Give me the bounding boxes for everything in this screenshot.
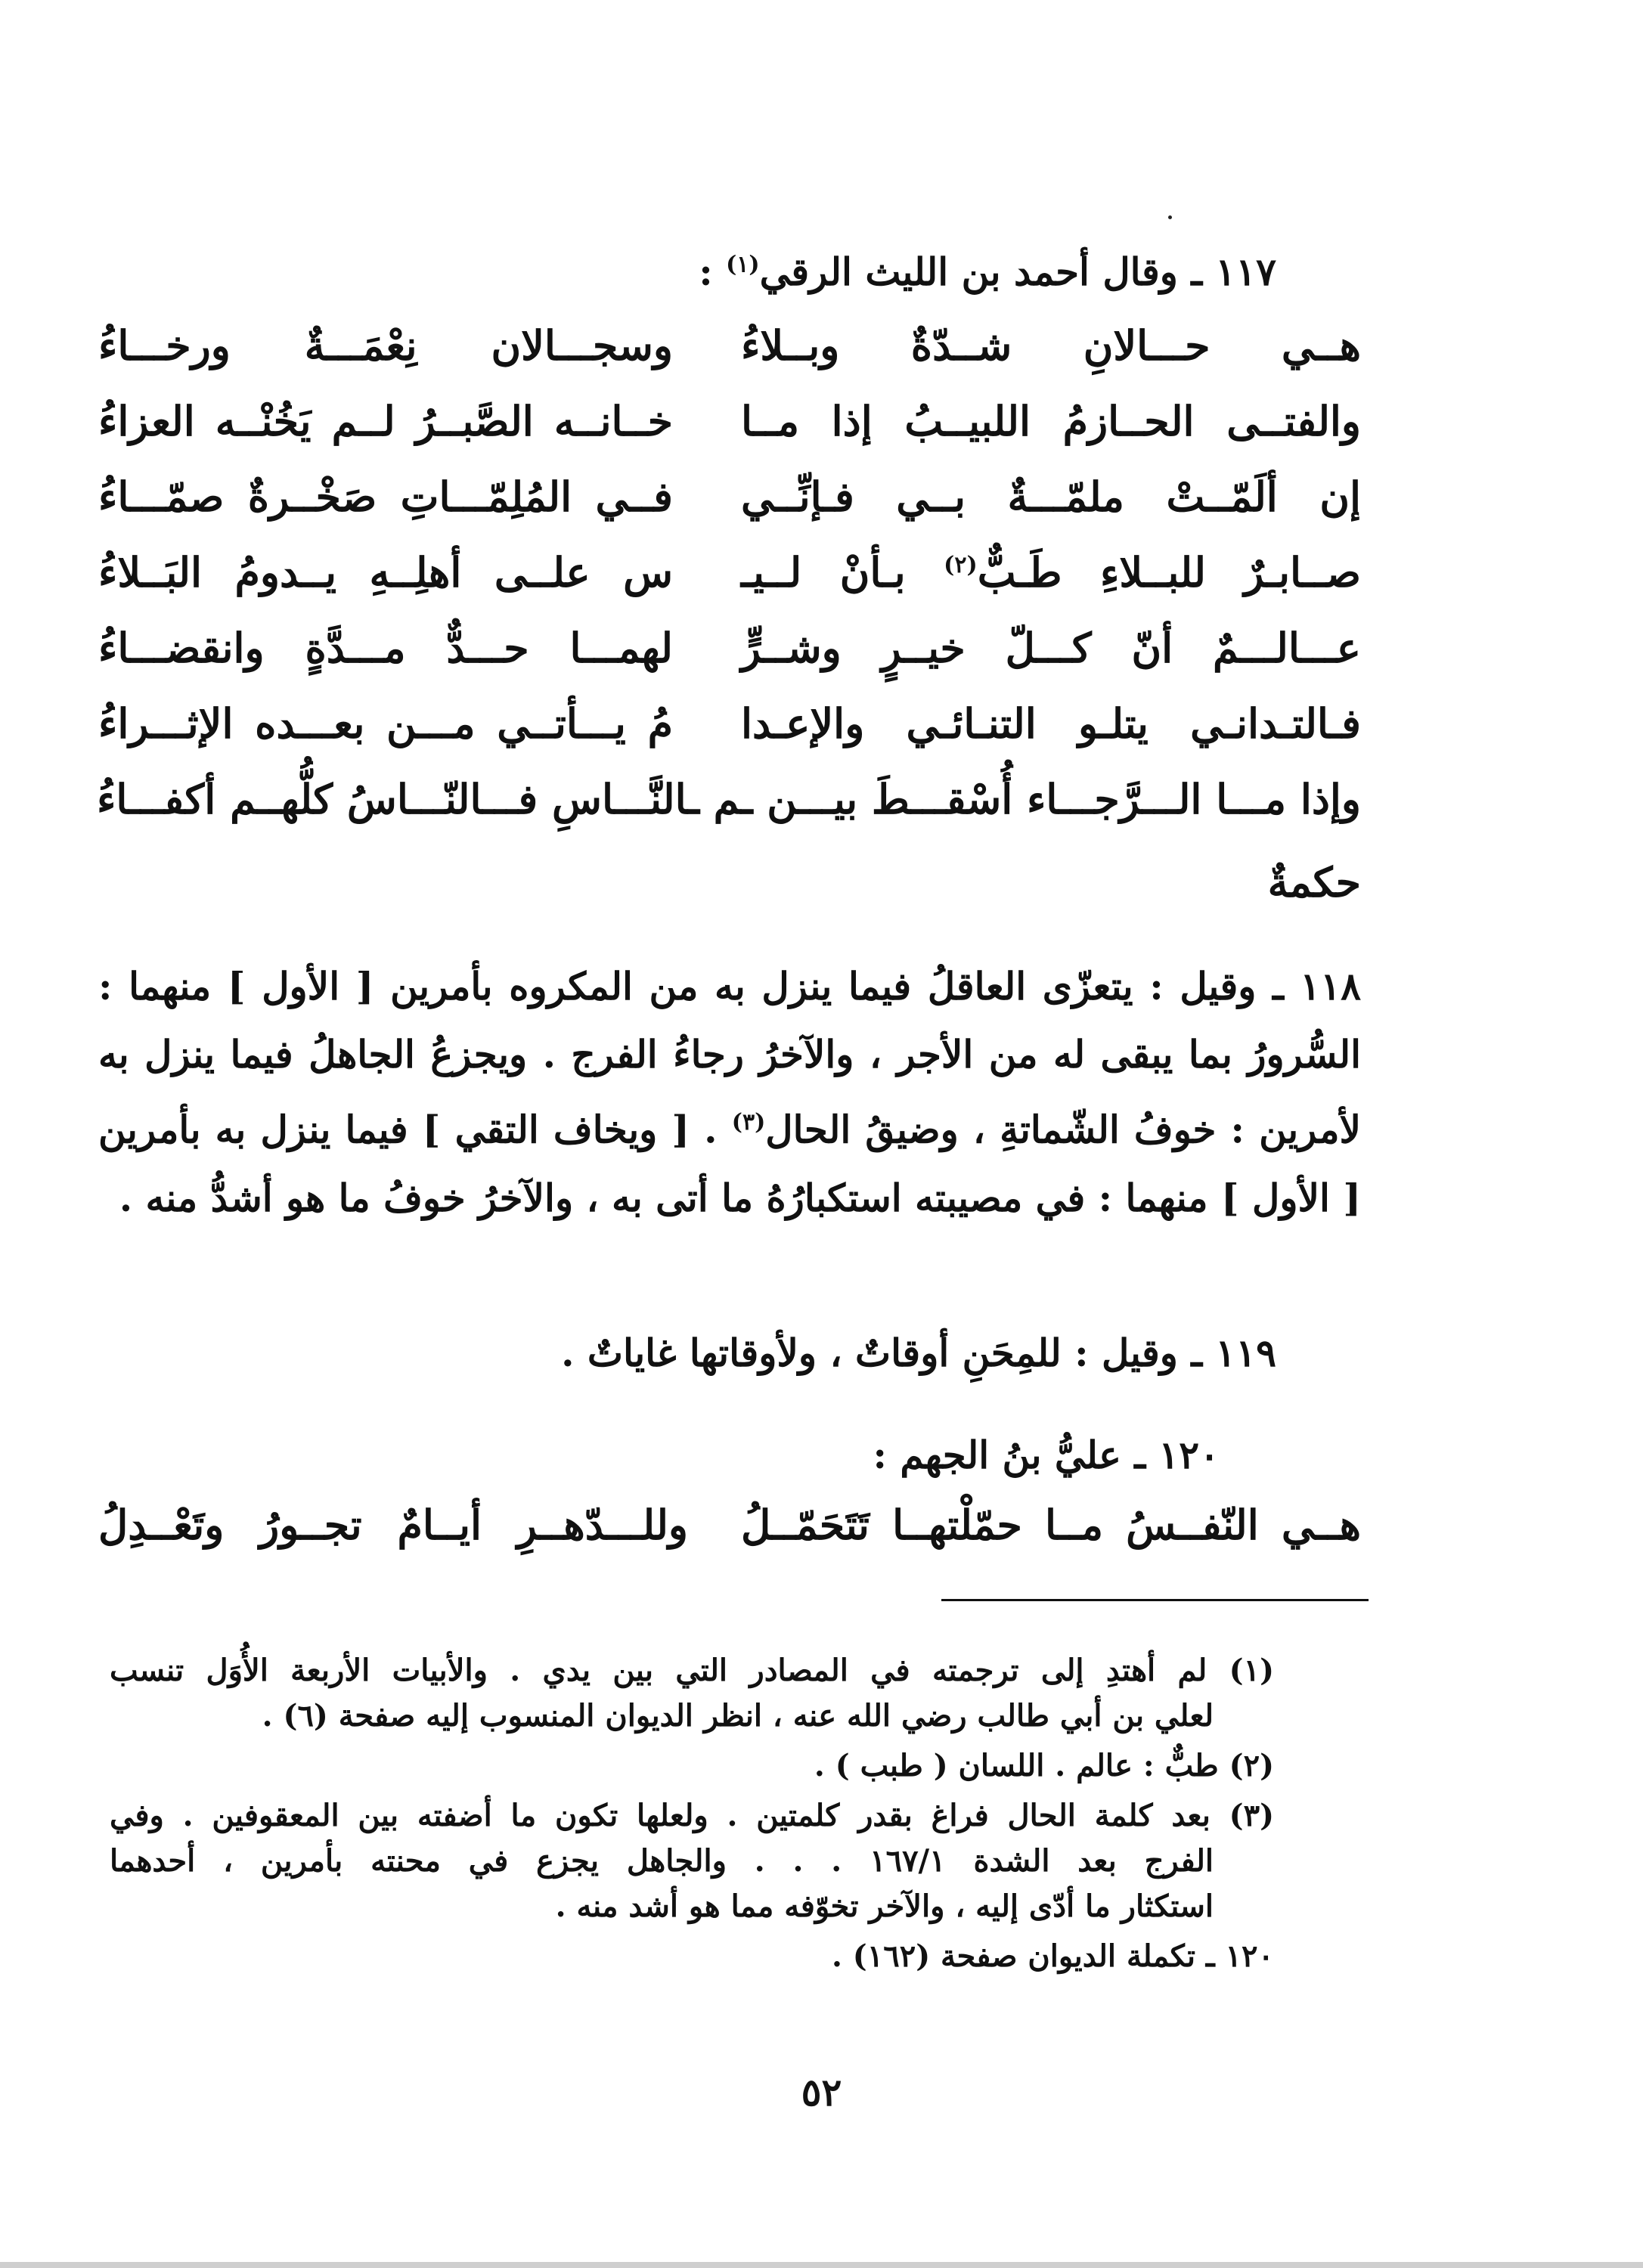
footnote-2 (110, 1743, 1274, 1789)
hemistich-first: فـالتـدانـي يتلـو التنـائـي والإعـدا (741, 699, 1361, 748)
scan-edge (0, 2262, 1643, 2268)
hemistich-first: عـــالـــمٌ أنّ كـــلّ خيــرٍ وشــرٍّ (741, 624, 1361, 672)
hemistich-first: هــي حـــالانِ شــدّةٌ وبــلاءُ (741, 321, 1361, 370)
hemistich-first-part: صــابـرٌ للبــلاءِ طَـبٌّ (977, 548, 1361, 596)
footnote-line: ١٢٠ ـ تكملة الديوان صفحة (١٦٢) . (831, 1938, 1274, 1974)
footnote-120 (110, 1934, 1274, 1979)
page-number: ٥٢ (801, 2070, 842, 2115)
hemistich-first: والفتــى الحــازمُ اللبيــبُ إذا مــا (741, 397, 1361, 445)
hemistich-first (741, 548, 1361, 596)
footnote-ref-3: (٣) (731, 1109, 766, 1136)
hemistich-first-tail: بـأنْ لــيـ (741, 548, 944, 596)
verse (98, 775, 1361, 843)
verse (98, 472, 1361, 541)
verse (98, 1501, 1361, 1569)
entry-117-heading (699, 249, 1276, 294)
footnote-1 (110, 1648, 1274, 1739)
speck (1168, 215, 1172, 219)
footnotes (110, 1648, 1274, 1984)
hemistich-second: خــانــه الصَّبــرُ لــم يَخُنْــه العزاءُ (98, 397, 673, 445)
verse (98, 321, 1361, 389)
footnote-line: (٢) طبٌّ : عالم . اللسان ( طبب ) . (814, 1748, 1274, 1783)
footnote-ref-1: (١) (726, 251, 760, 278)
entry-118-text: ١١٨ ـ وقيل : يتعزّى العاقلُ فيما ينزل به من المكروه بأمرين [ الأول ] منهما : السُّرورُ بما يبقى له من الأجر ، والآخرُ رجاءُ الفرج . ويجزعُ الجاهلُ فيما ينزل به لأمرين : خوفُ الشّماتةِ ، وضيقُ الحال (98, 964, 1362, 1152)
footnote-line: (٣) بعد كلمة الحال فراغ بقدر كلمتين . ولعلها تكون ما أضفته بين المعقوفين . وفي (110, 1798, 1274, 1833)
footnote-line: (١) لم أهتدِ إلى ترجمته في المصادر التي بين يدي . والأبيات الأربعة الأُوَل تنسب (110, 1653, 1274, 1688)
verse (98, 624, 1361, 692)
hemistich-second: لهمـــا حـــدٌّ مـــدَّةٍ وانقضـــاءُ (98, 624, 673, 672)
hemistich-second: س علــى أهلِــهِ يــدومُ البَــلاءُ (98, 548, 673, 596)
verse-continuation: حكمةٌ (1267, 858, 1361, 906)
hemistich-second: فــي المُلِمّـــاتِ صَخْــرةٌ صمّـــاءُ (98, 472, 673, 521)
footnote-3 (110, 1793, 1274, 1929)
entry-118-text-cont: . [ ويخاف التقي ] فيما ينزل به بأمرين [ الأول ] منهما : في مصيبته استكبارُهُ ما أتى به ، والآخرُ خوفُ ما هو أشدُّ منه . (98, 1107, 1361, 1220)
entry-119: ١١٩ ـ وقيل : للمِحَنِ أوقاتٌ ، ولأوقاتها غاياتٌ . (561, 1331, 1276, 1375)
hemistich-full: وإذا مـــا الـــرَّجـــاء أُسْقـــطَ بيـــن ـم ـالنَّـــاسِ فـــالنّـــاسُ كلُّهــم أكفـــاءُ (96, 775, 1361, 823)
footnote-ref-2: (٢) (944, 552, 978, 578)
verse (98, 548, 1361, 616)
verse (98, 699, 1361, 767)
footnote-separator (941, 1599, 1369, 1601)
hemistich-second: وسجـــالان نِعْمَـــةٌ ورخـــاءُ (98, 321, 673, 370)
hemistich-second: وللـــدّهــرِ أيــامٌ تجــورُ وتَعْــدِلُ (98, 1501, 688, 1549)
footnote-line: استكثار ما أدّى إليه ، والآخر تخوّفه مما هو أشد منه . (555, 1888, 1214, 1924)
heading-colon: : (699, 249, 727, 294)
footnote-line: الفرج بعد الشدة ١٦٧/١ . . . والجاهل يجزع في محنته بأمرين ، أحدهما (110, 1843, 1214, 1879)
hemistich-first: هــي النّفــسُ مــا حمّلْتهــا تَتَحَمّــلُ (741, 1501, 1361, 1549)
entry-118 (98, 953, 1361, 1232)
verse (98, 397, 1361, 465)
hemistich-second: مُ يـــأتــي مـــن بعـــده الإثـــراءُ (98, 699, 673, 748)
entry-120-title: ١٢٠ ـ عليُّ بنُ الجهم : (873, 1433, 1220, 1477)
heading-text: ١١٧ ـ وقال أحمد بن الليث الرقي (759, 249, 1276, 294)
hemistich-first: إن ألَمّــتْ ملمّـــةٌ بــي فـإنِّــي (741, 472, 1361, 521)
footnote-line: لعلي بن أبي طالب رضي الله عنه ، انظر الديوان المنسوب إليه صفحة (٦) . (262, 1698, 1214, 1734)
